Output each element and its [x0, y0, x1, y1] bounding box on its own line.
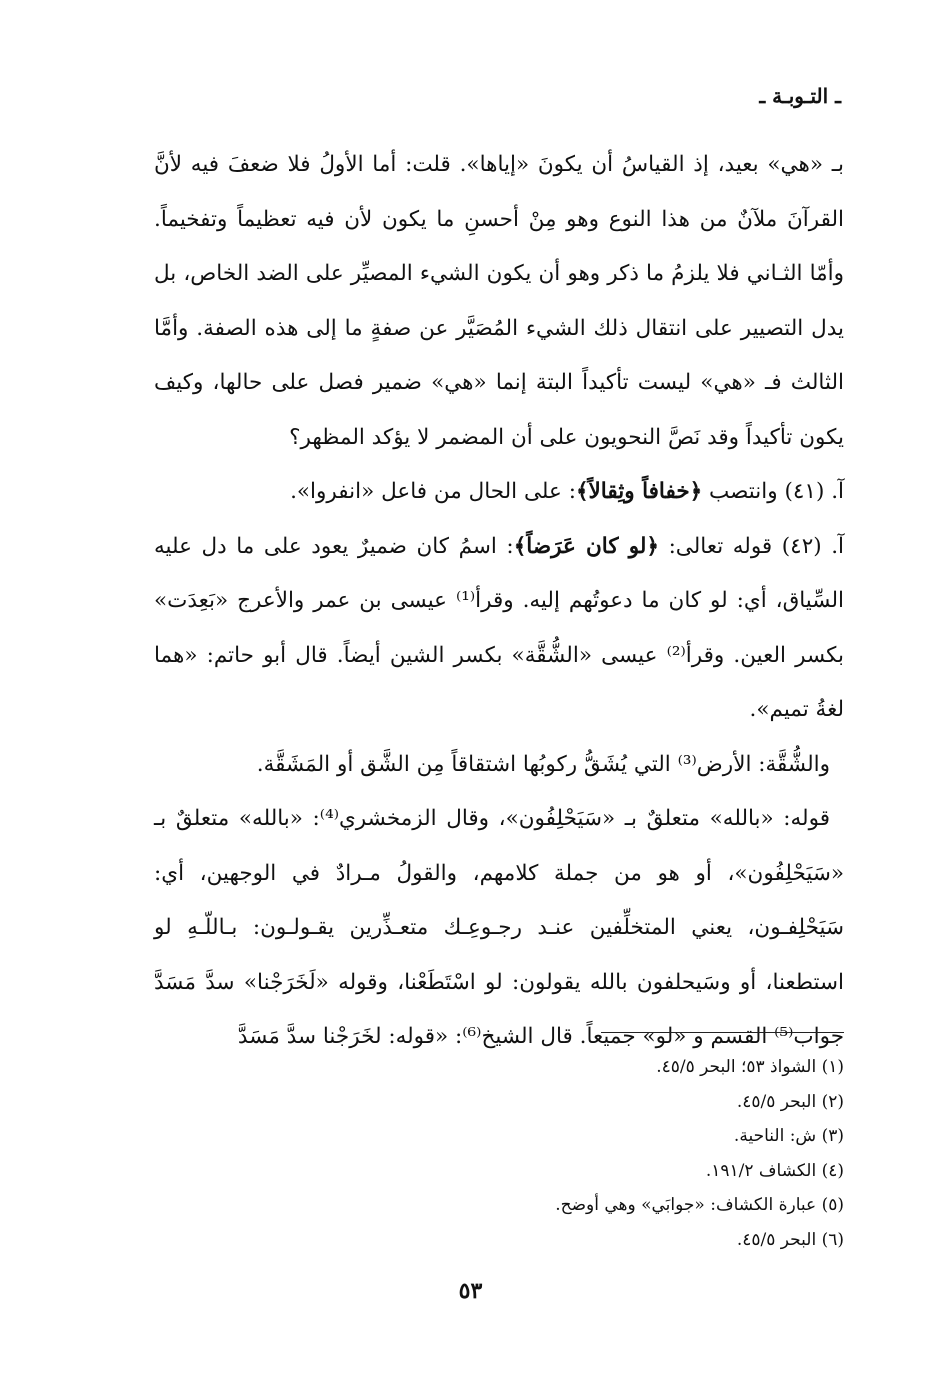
footnote-item: (٤) الكشاف ١٩١/٢. — [705, 1160, 844, 1181]
running-header: ـ التـوبـة ـ — [759, 84, 841, 108]
verse-41-text: : على الحال من فاعل «انفروا». — [290, 479, 576, 504]
footnote-item: (٣) ش: الناحية. — [733, 1126, 844, 1146]
verse-42-prefix: آ. (٤٢) قوله تعالى: — [659, 533, 844, 559]
footnote-item: (٥) عبارة الكشاف: «جوابَي» وهي أوضح. — [555, 1195, 844, 1215]
main-text — [154, 138, 844, 1065]
footnote-divider — [601, 1032, 844, 1033]
verse-42-paragraph — [154, 520, 844, 738]
verse-41-quote: ﴿خفافاً وثِقالاً﴾ — [575, 479, 703, 504]
footnote-item: (١) الشواذ ٥٣؛ البحر ٤٥/٥. — [656, 1057, 844, 1077]
page-number: ٥٣ — [458, 1278, 483, 1304]
paragraph-qawluh: قوله: «بالله» متعلقٌ بـ «سَيَحْلِفُون»، وقال الزمخشري⁽⁴⁾: «بالله» متعلقٌ بـ «سَيَحْلِفُون»، أو هو من جملة كلامهم، والقولُ مـرادٌ في الوجهين، أي: سَيَحْلِفـون، يعني المتخلِّفين عنـد رجـوعِـك متعـذِّرين يقـولـون: بـاللّـهِ لو استطعنا، أو وسَيحلفون بالله يقولون: لو اسْتَطَعْنا، وقوله «لَخَرَجْنا» سدَّ مَسَدَّ جواب⁽⁵⁾ القسم و «لو» جميعاً. قال الشيخ⁽⁶⁾: «قوله: لخَرَجْنا سدَّ مَسَدَّ — [154, 806, 844, 1049]
paragraph-shuqqa: والشُّقَّة: الأرض⁽³⁾ التي يُشَقُّ ركوبُها اشتقاقاً مِن الشَّق أو المَشَقَّة. — [256, 751, 830, 777]
footnote-item: (٢) البحر ٤٥/٥. — [736, 1091, 844, 1112]
paragraph-commentary: بـ «هي» بعيد، إذ القياسُ أن يكونَ «إياها». قلت: أما الأولُ فلا ضعفَ فيه لأنَّ القرآنَ ملآنٌ من هذا النوع وهو مِنْ أحسنِ ما يكون لأن فيه تعظيماً وتفخيماً. وأمّا الثـاني فلا يلزمُ ما ذكر وهو أن يكون الشيء المصيِّر على الضد الخاص، بل يدل التصيير على انتقال ذلك الشيء المُصَيَّر عن صفةٍ ما إلى هذه الصفة. وأمَّا الثالث فـ «هي» ليست تأكيداً البتة إنما «هي» ضمير فصل على حالها، وكيف يكون تأكيداً وقد نَصَّ النحويون على أن المضمر لا يؤكد المظهر؟ — [154, 152, 844, 450]
footnotes-list — [344, 1050, 844, 1257]
footnote-item: (٦) البحر ٤٥/٥. — [736, 1229, 844, 1250]
verse-42-quote: ﴿لو كان عَرَضاً﴾ — [513, 533, 660, 559]
verse-41-prefix: آ. (٤١) وانتصب — [702, 479, 844, 504]
verse-41-paragraph — [154, 465, 844, 520]
verse-42-text: : اسمُ كان ضميرٌ يعود على ما دل عليه السِّياق، أي: لو كان ما دعوتُهم إليه. وقرأ⁽¹⁾ عيسى بن عمر والأعرج «بَعِدَت» بكسر العين. وقرأ⁽²⁾ عيسى «الشُّقَّة» بكسر الشين أيضاً. قال أبو حاتم: «هما لغةُ تميم». — [154, 533, 844, 722]
